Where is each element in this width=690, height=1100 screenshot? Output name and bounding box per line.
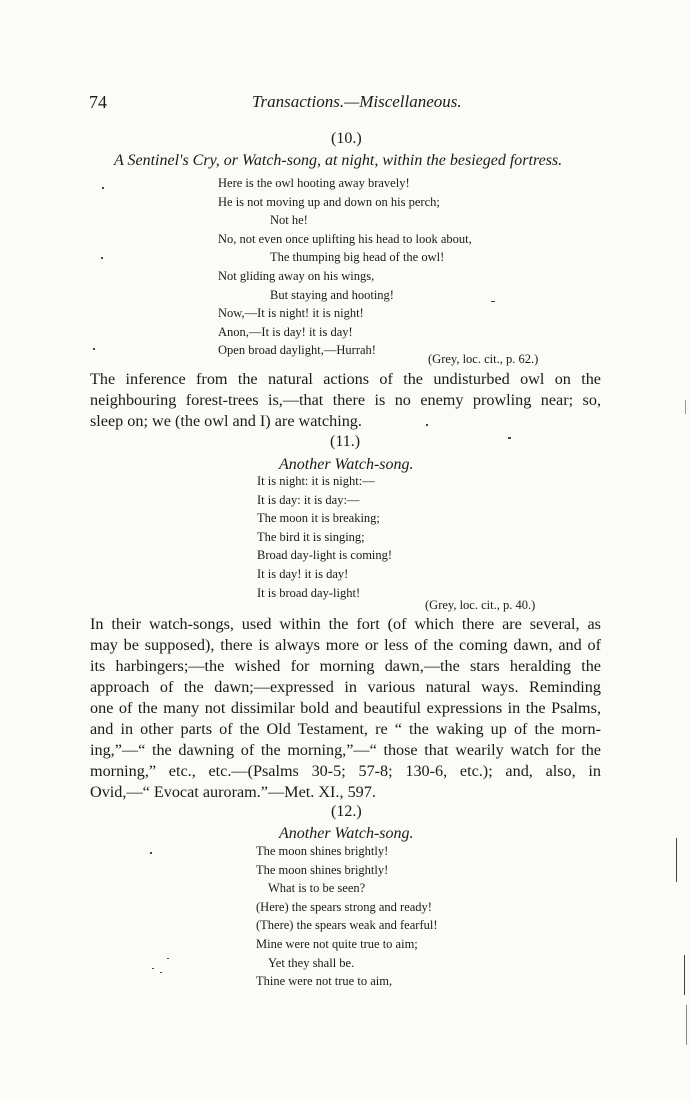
poem-line: Open broad daylight,—Hurrah! bbox=[218, 343, 376, 358]
scan-speck bbox=[101, 257, 103, 259]
scan-speck bbox=[160, 972, 162, 973]
paragraph-line: sleep on; we (the owl and I) are watching. bbox=[90, 412, 362, 430]
section-10-poem bbox=[0, 174, 690, 360]
scan-speck bbox=[426, 424, 428, 426]
scan-speck bbox=[152, 968, 154, 969]
poem-line: Broad day-light is coming! bbox=[257, 548, 393, 563]
poem-line: The moon shines brightly! bbox=[256, 844, 389, 858]
page-number: 74 bbox=[89, 92, 107, 112]
section-11-poem bbox=[257, 472, 392, 602]
paragraph-line: its harbingers;—the wished for morning dawn,—the stars heralding the bbox=[90, 657, 601, 675]
edge-mark bbox=[676, 838, 677, 882]
poem-line: Not gliding away on his wings, bbox=[218, 268, 375, 283]
poem-line: Now,—It is night! it is night! bbox=[218, 306, 364, 321]
scan-speck bbox=[93, 348, 95, 350]
paragraph-line: and in other parts of the Old Testament, re “ the waking up of the morn- bbox=[90, 720, 601, 738]
edge-mark bbox=[685, 400, 686, 414]
poem-line: Anon,—It is day! it is day! bbox=[218, 324, 353, 339]
poem-line: Not he! bbox=[270, 213, 308, 228]
section-11-title: Another Watch-song. bbox=[279, 456, 414, 473]
poem-line: He is not moving up and down on his perch; bbox=[218, 194, 440, 209]
section-11-citation: (Grey, loc. cit., p. 40.) bbox=[425, 598, 536, 612]
scan-speck bbox=[167, 958, 169, 959]
section-12-title: Another Watch-song. bbox=[279, 825, 414, 842]
poem-line: Mine were not quite true to aim; bbox=[256, 936, 418, 951]
paragraph-line: ing,”—“ the dawning of the morning,”—“ those that wearily watch for the bbox=[90, 741, 601, 759]
poem-line: Here is the owl hooting away bravely! bbox=[218, 176, 410, 190]
paragraph-line: In their watch-songs, used within the fort (of which there are several, as bbox=[90, 615, 601, 633]
poem-line: But staying and hooting! bbox=[270, 287, 394, 302]
poem-line: It is broad day-light! bbox=[257, 585, 361, 600]
paragraph-line: Ovid,—“ Evocat auroram.”—Met. XI., 597. bbox=[90, 783, 376, 801]
poem-line: Thine were not true to aim, bbox=[256, 974, 393, 989]
paragraph-line: neighbouring forest-trees is,—that there is no enemy prowling near; so, bbox=[90, 391, 601, 409]
scan-speck bbox=[102, 187, 104, 189]
section-10-number: (10.) bbox=[331, 130, 362, 147]
section-10-title: A Sentinel's Cry, or Watch-song, at night, within the besieged fortress. bbox=[114, 152, 563, 169]
poem-line: It is day! it is day! bbox=[257, 566, 349, 581]
section-12-number: (12.) bbox=[331, 803, 362, 820]
edge-mark bbox=[684, 955, 685, 995]
poem-line: The moon shines brightly! bbox=[256, 862, 389, 877]
section-12-poem bbox=[0, 842, 690, 991]
poem-line: No, not even once uplifting his head to look about, bbox=[218, 231, 472, 246]
paragraph-line: morning,” etc., etc.—(Psalms 30-5; 57-8; 130-6, etc.); and, also, in bbox=[90, 762, 601, 780]
paragraph-line: may be supposed), there is always more or less of the coming dawn, and of bbox=[90, 636, 601, 654]
scan-speck bbox=[491, 301, 495, 302]
poem-line: It is day: it is day:— bbox=[257, 492, 360, 507]
paragraph-line: approach of the dawn;—expressed in various natural ways. Reminding bbox=[90, 678, 601, 696]
poem-line: What is to be seen? bbox=[268, 881, 366, 896]
poem-line: (Here) the spears strong and ready! bbox=[256, 899, 432, 914]
poem-line: The thumping big head of the owl! bbox=[270, 250, 445, 265]
scan-speck bbox=[150, 852, 152, 854]
paragraph-line: The inference from the natural actions of the undisturbed owl on the bbox=[90, 370, 601, 388]
poem-line: The moon it is breaking; bbox=[257, 511, 380, 526]
poem-line: It is night: it is night:— bbox=[257, 474, 375, 488]
paragraph-line: one of the many not dissimilar bold and beautiful expressions in the Psalms, bbox=[90, 699, 601, 717]
poem-line: Yet they shall be. bbox=[268, 955, 355, 970]
scan-speck bbox=[508, 437, 511, 439]
running-title: Transactions.—Miscellaneous. bbox=[252, 92, 462, 111]
edge-mark bbox=[686, 1005, 687, 1045]
poem-line: (There) the spears weak and fearful! bbox=[256, 918, 438, 933]
paragraph-owl-inference bbox=[90, 369, 601, 432]
paragraph-watch-songs bbox=[90, 614, 601, 803]
section-11-number: (11.) bbox=[330, 433, 361, 450]
poem-line: The bird it is singing; bbox=[257, 529, 365, 544]
section-10-citation: (Grey, loc. cit., p. 62.) bbox=[428, 352, 539, 366]
